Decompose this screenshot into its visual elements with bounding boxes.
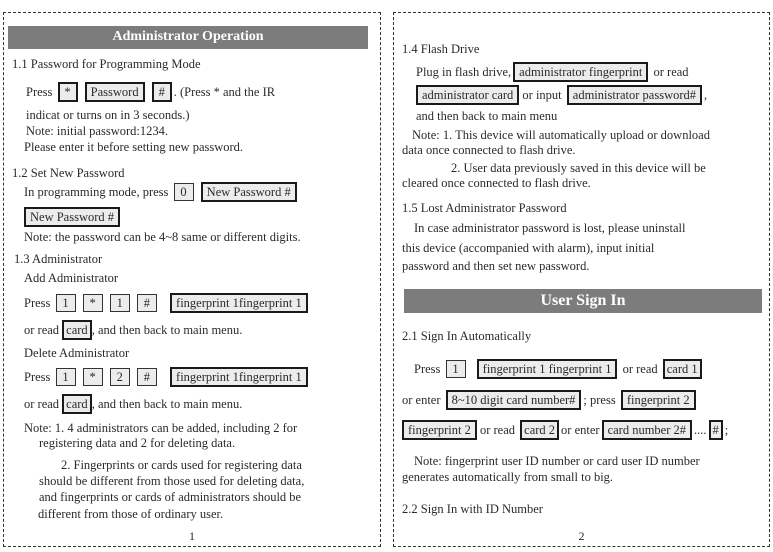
note-line: registering data and 2 for deleting data. (39, 436, 236, 450)
heading-1-2: 1.2 Set New Password (12, 166, 125, 180)
press-line-add (24, 293, 310, 313)
text-line: In case administrator password is lost, please uninstall (414, 221, 686, 235)
box-admin-fingerprint: administrator fingerprint (513, 62, 648, 82)
heading-1-4: 1.4 Flash Drive (402, 42, 480, 56)
subheading-add-admin: Add Administrator (24, 271, 119, 285)
text: or read (24, 323, 60, 337)
box-fingerprint-2: fingerprint 2 (402, 420, 477, 440)
key-0: 0 (174, 183, 194, 201)
text: or read (479, 423, 516, 437)
box-card-number: 8~10 digit card number# (446, 390, 582, 410)
text: . (Press * and the IR (173, 85, 276, 99)
subheading-delete-admin: Delete Administrator (24, 346, 130, 360)
text: , (704, 88, 708, 102)
read-card-line-add (24, 320, 242, 340)
page-number: 2 (578, 529, 585, 543)
key-password: Password (85, 82, 145, 102)
page-number: 1 (189, 529, 195, 543)
flash-line-2 (416, 85, 707, 105)
signin-line-1 (414, 359, 704, 379)
text: ; (724, 423, 729, 437)
box-new-password: New Password # (201, 182, 297, 202)
signin-line-2 (402, 390, 698, 410)
box-card-1: card 1 (663, 359, 702, 379)
note-line: cleared once connected to flash drive. (402, 176, 591, 190)
text: or read (24, 397, 60, 411)
text: or enter (561, 423, 600, 437)
box-card: card (62, 394, 92, 414)
key: 2 (110, 368, 130, 386)
key: 1 (110, 294, 130, 312)
key: 1 (56, 294, 76, 312)
note-initial-password: Note: initial password:1234. (26, 124, 168, 138)
note-line: generates automatically from small to big. (402, 470, 614, 484)
note-line: 2. Fingerprints or cards used for registering data (61, 458, 302, 472)
key-star: * (58, 82, 78, 102)
manual-page-1 (3, 12, 381, 547)
text: Press (26, 85, 53, 99)
heading-1-5: 1.5 Lost Administrator Password (402, 201, 567, 215)
text: Press (24, 296, 51, 310)
note-line: Note: 1. 4 administrators can be added, including 2 for (24, 421, 298, 435)
box-line (24, 207, 120, 227)
key: * (83, 368, 103, 386)
text: or read (622, 362, 658, 376)
section-banner-user-sign-in: User Sign In (404, 289, 762, 313)
note-line: data once connected to flash drive. (402, 143, 576, 157)
text: or enter (402, 393, 441, 407)
text: Press (24, 370, 51, 384)
note-line: and fingerprints or cards of administrators should be (39, 490, 302, 504)
manual-page-2 (393, 12, 770, 547)
note-line: different from those of ordinary user. (38, 507, 224, 521)
text: or input (522, 88, 562, 102)
box-card: card (62, 320, 92, 340)
heading-2-1: 2.1 Sign In Automatically (402, 329, 532, 343)
text: ; press (583, 393, 616, 407)
text: Plug in flash drive, (416, 65, 512, 79)
section-banner-administrator-operation: Administrator Operation (8, 26, 368, 49)
box-fingerprint: fingerprint 1fingerprint 1 (170, 293, 308, 313)
text: , and then back to main menu. (91, 397, 243, 411)
key: # (137, 294, 157, 312)
text: Press (414, 362, 441, 376)
text-line: indicat or turns on in 3 seconds.) (26, 108, 190, 122)
box-fingerprint-2: fingerprint 2 (621, 390, 696, 410)
box-fingerprint: fingerprint 1 fingerprint 1 (477, 359, 618, 379)
box-admin-card: administrator card (416, 85, 519, 105)
box-new-password-confirm: New Password # (24, 207, 120, 227)
key-hash: # (152, 82, 172, 102)
press-line-1-2 (24, 182, 299, 202)
note-password-length: Note: the password can be 4~8 same or different digits. (24, 230, 301, 244)
read-card-line-delete (24, 394, 242, 414)
text: or read (653, 65, 689, 79)
note-line: Note: 1. This device will automatically upload or download (412, 128, 710, 142)
text: In programming mode, press (24, 185, 169, 199)
box-card-2: card 2 (520, 420, 559, 440)
box-fingerprint: fingerprint 1fingerprint 1 (170, 367, 308, 387)
flash-line-1 (416, 62, 689, 82)
text-line: password and then set new password. (402, 259, 590, 273)
press-line-delete (24, 367, 310, 387)
key: 1 (56, 368, 76, 386)
text: , and then back to main menu. (91, 323, 243, 337)
signin-line-3 (402, 420, 728, 440)
press-line-1-1 (26, 82, 275, 102)
key: * (83, 294, 103, 312)
key-1: 1 (446, 360, 466, 378)
text-line: this device (accompanied with alarm), input initial (402, 241, 655, 255)
text: .... (694, 423, 707, 437)
box-admin-password: administrator password# (567, 85, 702, 105)
heading-1-1: 1.1 Password for Programming Mode (12, 57, 201, 71)
heading-2-2: 2.2 Sign In with ID Number (402, 502, 543, 516)
note-line: should be different from those used for deleting data, (39, 474, 305, 488)
note-line: Note: fingerprint user ID number or card user ID number (414, 454, 700, 468)
text-line: and then back to main menu (416, 109, 558, 123)
key-hash: # (709, 420, 723, 440)
note-line: 2. User data previously saved in this device will be (451, 161, 706, 175)
note-text: Please enter it before setting new password. (24, 140, 244, 154)
box-card-number-2: card number 2# (602, 420, 692, 440)
key: # (137, 368, 157, 386)
heading-1-3: 1.3 Administrator (14, 252, 103, 266)
